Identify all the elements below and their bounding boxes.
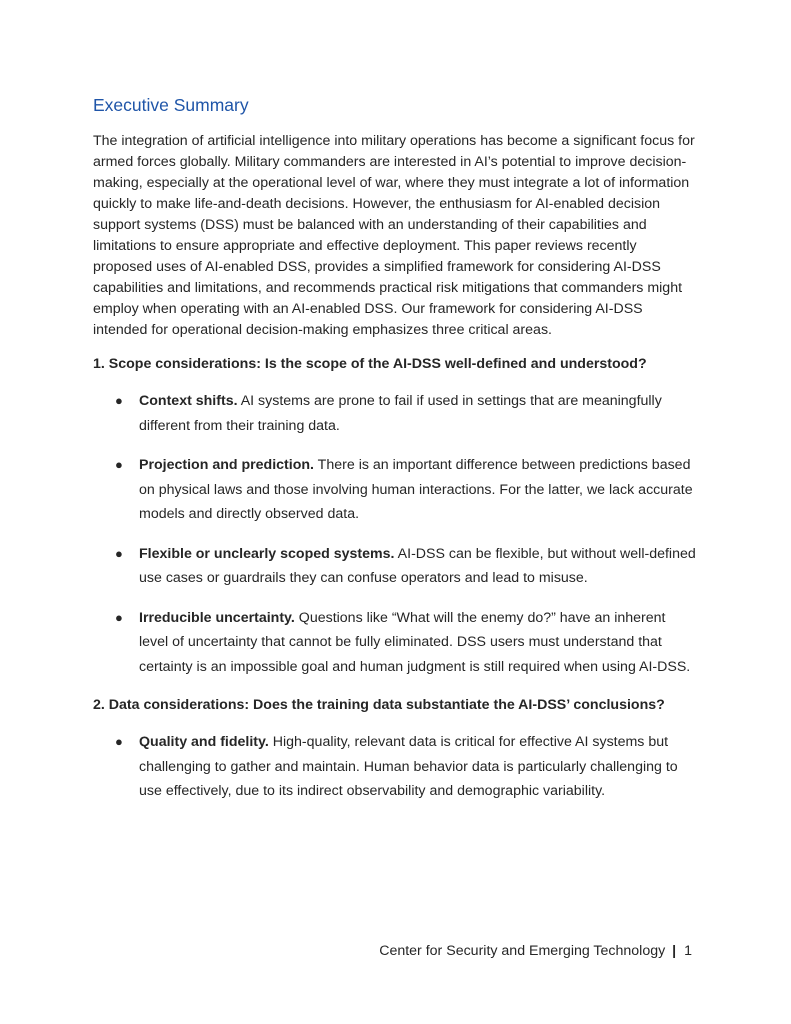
bullet-icon: ● (115, 545, 123, 561)
footer-org: Center for Security and Emerging Technology (379, 943, 666, 959)
page-number: 1 (684, 943, 692, 959)
list-item-term: Flexible or unclearly scoped systems. (139, 545, 395, 562)
list-item-term: Context shifts. (139, 393, 238, 409)
list-item-term: Irreducible uncertainty. (139, 609, 295, 626)
list-item (93, 453, 697, 527)
scope-considerations-heading: 1. Scope considerations: Is the scope of the AI-DSS well-defined and understood? (93, 356, 647, 372)
list-item-text: Questions like “What will the enemy do?” have an inherent level of uncertainty that cannot be fully eliminated. DSS users must understand that certainty is an impossible goal and human judgment is still required when using AI-DSS. (139, 609, 691, 675)
page-footer (379, 940, 692, 962)
list-item-term: Quality and fidelity. (139, 734, 269, 750)
section-heading: Executive Summary (93, 95, 249, 115)
data-considerations-list (93, 730, 697, 804)
list-item (93, 606, 697, 680)
scope-considerations-list (93, 389, 697, 679)
footer-separator: | (672, 943, 677, 959)
list-item-text: AI systems are prone to fail if used in settings that are meaningfully different from their training data. (139, 393, 662, 434)
bullet-icon: ● (115, 609, 123, 625)
list-item (93, 389, 697, 438)
document-page (93, 92, 697, 819)
list-item (93, 542, 697, 591)
bullet-icon: ● (115, 393, 123, 408)
list-item-text: AI-DSS can be flexible, but without well-defined use cases or guardrails they can confuse operators and lead to misuse. (139, 545, 696, 586)
bullet-icon: ● (115, 734, 123, 749)
list-item-text: High-quality, relevant data is critical for effective AI systems but challenging to gather and maintain. Human behavior data is particularly challenging to use effectively, due to its indirect observability and demographic variability. (139, 734, 678, 799)
list-item-text: There is an important difference between predictions based on physical laws and those involving human interactions. For the latter, we lack accurate models and directly observed data. (139, 457, 693, 522)
data-considerations-heading: 2. Data considerations: Does the training data substantiate the AI-DSS’ conclusions? (93, 697, 665, 713)
list-item (93, 730, 697, 804)
bullet-icon: ● (115, 457, 123, 472)
intro-paragraph: The integration of artificial intelligence into military operations has become a significant focus for armed forces globally. Military commanders are interested in AI’s potential to improve decision-making, especially at the operational level of war, where they must integrate a lot of information quickly to make life-and-death decisions. However, the enthusiasm for AI-enabled decision support systems (DSS) must be balanced with an understanding of their capabilities and limitations to ensure appropriate and effective deployment. This paper reviews recently proposed uses of AI-enabled DSS, provides a simplified framework for considering AI-DSS capabilities and limitations, and recommends practical risk mitigations that commanders might employ when operating with an AI-enabled DSS. Our framework for considering AI-DSS intended for operational decision-making emphasizes three critical areas. (93, 133, 695, 338)
list-item-term: Projection and prediction. (139, 457, 314, 473)
